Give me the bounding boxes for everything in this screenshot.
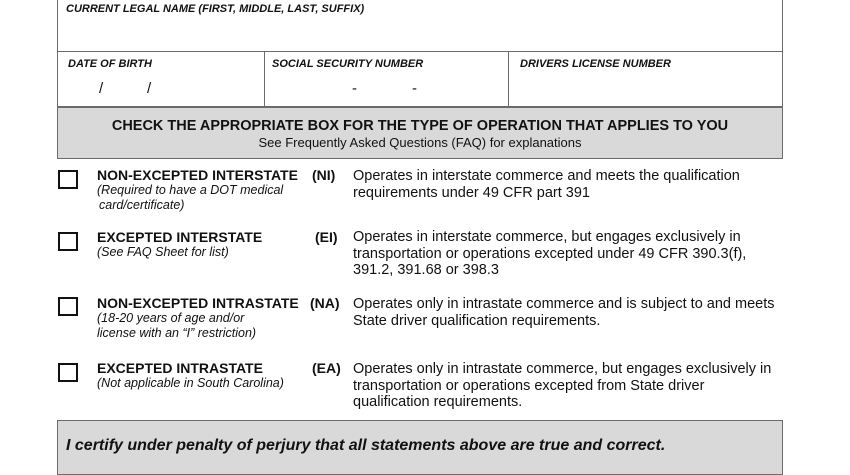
dob-separator-1: / xyxy=(99,80,104,97)
option-code: (EI) xyxy=(315,229,338,245)
option-note: (Not applicable in South Carolina) xyxy=(97,376,284,390)
dob-ssn-dl-row xyxy=(57,51,783,107)
option-description: Operates only in intrastate commerce, but engages exclusively in transportation or operations excepted from State driver qualification requirements. xyxy=(353,361,772,410)
ssn-separator-1: - xyxy=(352,80,357,97)
option-title: EXCEPTED INTRASTATE xyxy=(97,360,263,376)
option-title: EXCEPTED INTERSTATE xyxy=(97,229,263,245)
dob-separator-2: / xyxy=(147,80,152,97)
checkbox-non-excepted-interstate[interactable] xyxy=(58,170,78,189)
option-note: (See FAQ Sheet for list) xyxy=(97,245,229,259)
checkbox-excepted-interstate[interactable] xyxy=(58,232,78,251)
option-title: NON-EXCEPTED INTRASTATE xyxy=(97,295,299,311)
checkbox-non-excepted-intrastate[interactable] xyxy=(58,297,78,316)
ssn-label: SOCIAL SECURITY NUMBER xyxy=(272,58,424,70)
option-description: Operates only in intrastate commerce and is subject to and meets State driver qualification requirements. xyxy=(353,296,775,329)
checkbox-excepted-intrastate[interactable] xyxy=(58,363,78,382)
option-description: Operates in interstate commerce and meets the qualification requirements under 49 CFR part 391 xyxy=(353,168,740,201)
option-note: (Required to have a DOT medical card/certificate) xyxy=(97,183,284,212)
option-code: (EA) xyxy=(312,360,341,376)
ssn-field[interactable] xyxy=(264,52,509,106)
dob-label: DATE OF BIRTH xyxy=(68,58,152,70)
option-code: (NA) xyxy=(310,295,340,311)
certification-statement: I certify under penalty of perjury that all statements above are true and correct. xyxy=(66,437,666,454)
option-title: NON-EXCEPTED INTERSTATE xyxy=(97,167,298,183)
ssn-separator-2: - xyxy=(412,80,417,97)
drivers-license-field[interactable] xyxy=(508,52,782,106)
option-note: (18-20 years of age and/or license with an “I” restriction) xyxy=(97,311,257,340)
option-description: Operates in interstate commerce, but engages exclusively in transportation or operations excepted under 49 CFR 390.3(f), 391.2, 391.68 or 398.3 xyxy=(353,229,747,278)
legal-name-field[interactable] xyxy=(57,0,783,52)
option-code: (NI) xyxy=(312,167,336,183)
dob-field[interactable] xyxy=(58,52,265,106)
section-heading: CHECK THE APPROPRIATE BOX FOR THE TYPE OF OPERATION THAT APPLIES TO YOU xyxy=(111,118,729,134)
operation-type-header xyxy=(57,107,783,159)
section-subheading: See Frequently Asked Questions (FAQ) for explanations xyxy=(258,135,582,150)
drivers-license-label: DRIVERS LICENSE NUMBER xyxy=(520,58,671,70)
legal-name-label: CURRENT LEGAL NAME (FIRST, MIDDLE, LAST, SUFFIX) xyxy=(66,3,365,15)
certification-box xyxy=(57,420,783,475)
